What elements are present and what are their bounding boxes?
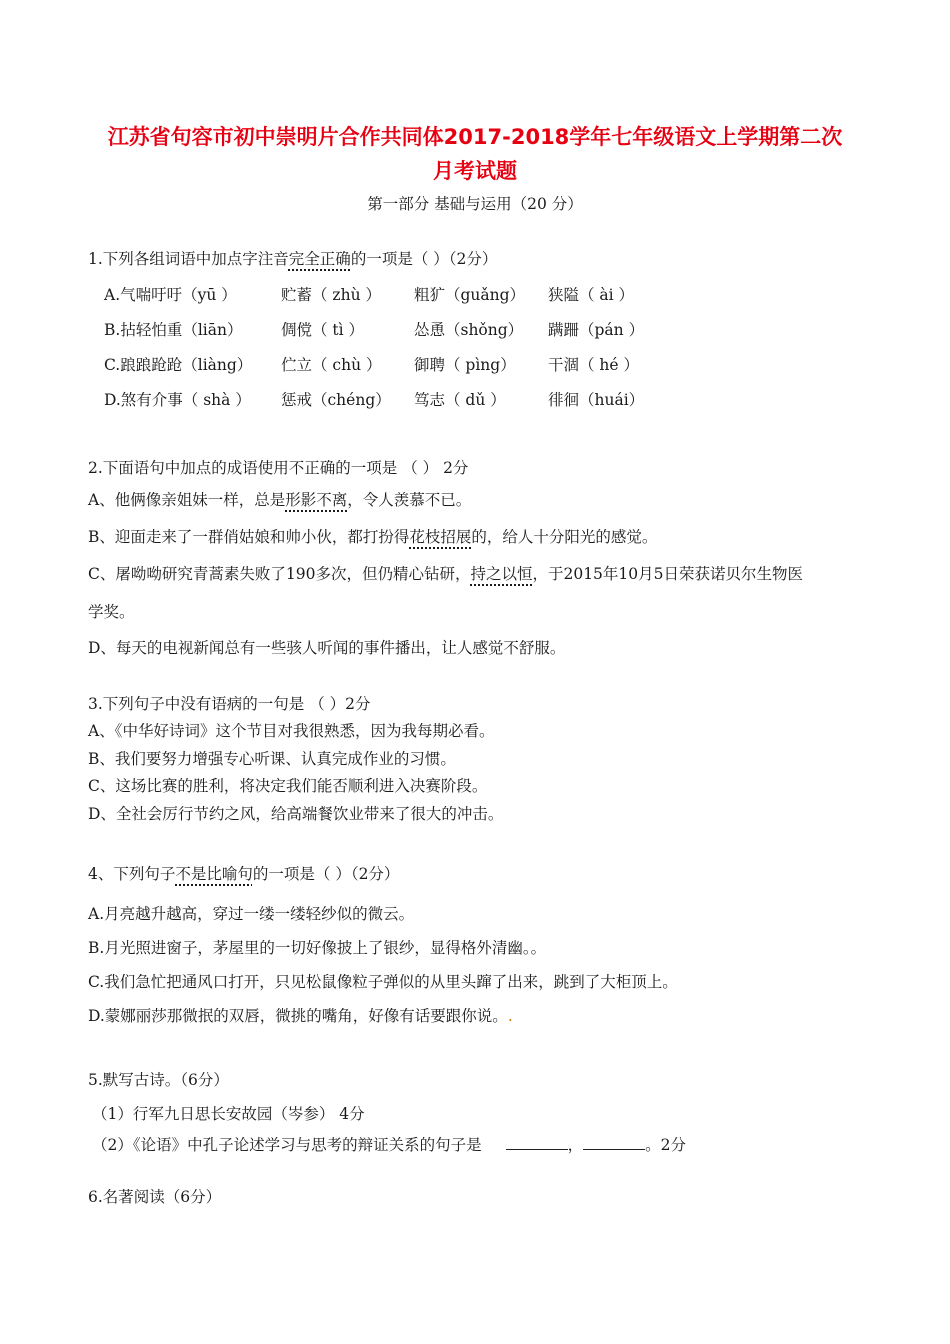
q2-option-a: A、他俩像亲姐妹一样，总是形影不离，令人羡慕不已。 xyxy=(88,491,472,509)
q5-sub-1: （1）行军九日思长安故园（岑参） 4分 xyxy=(92,1105,365,1123)
q1-option-a-1: A.气喘吁吁（yū ） xyxy=(104,286,237,304)
q1-option-d-2: 惩戒（chéng） xyxy=(281,391,391,409)
q1-option-d-1: D.煞有介事（ shà ） xyxy=(104,391,251,409)
answer-blank-1[interactable] xyxy=(506,1135,568,1150)
section-heading: 第一部分 基础与运用（20 分） xyxy=(367,195,583,213)
q2-option-d: D、每天的电视新闻总有一些骇人听闻的事件播出，让人感觉不舒服。 xyxy=(88,639,566,657)
q4-option-c: C.我们急忙把通风口打开，只见松鼠像粒子弹似的从里头蹿了出来，跳到了大柜顶上。 xyxy=(88,973,678,991)
document-title-line1: 江苏省句容市初中崇明片合作共同体2017-2018学年七年级语文上学期第二次 xyxy=(107,125,843,149)
q3-option-a: A、《中华好诗词》这个节目对我很熟悉，因为我每期必看。 xyxy=(88,722,495,740)
q4-option-a: A.月亮越升越高，穿过一缕一缕轻纱似的微云。 xyxy=(88,905,415,923)
q1-option-c-1: C.踉踉跄跄（liàng） xyxy=(104,356,253,374)
q2-option-b: B、迎面走来了一群俏姑娘和帅小伙，都打扮得花枝招展的，给人十分阳光的感觉。 xyxy=(88,528,658,546)
q3-option-b: B、我们要努力增强专心听课、认真完成作业的习惯。 xyxy=(88,750,456,768)
q4-option-d: D.蒙娜丽莎那微抿的双唇，微挑的嘴角，好像有话要跟你说。. xyxy=(88,1007,513,1025)
q1-option-d-4: 徘徊（huái） xyxy=(548,391,645,409)
q5-sub-2: （2）《论语》中孔子论述学习与思考的辩证关系的句子是 ， 。2分 xyxy=(92,1136,687,1154)
q1-option-b-3: 怂恿（shǒng） xyxy=(414,321,524,339)
q3-option-d: D、全社会厉行节约之风，给高端餐饮业带来了很大的冲击。 xyxy=(88,805,504,823)
question-5-stem: 5.默写古诗。（6分） xyxy=(88,1071,229,1089)
q1-option-b-2: 倜傥（ tì ） xyxy=(281,321,365,339)
q1-option-b-1: B.拈轻怕重（liān） xyxy=(104,321,243,339)
q1-option-a-3: 粗犷（guǎng） xyxy=(414,286,526,304)
question-6-stem: 6.名著阅读（6分） xyxy=(88,1188,222,1206)
q1-option-c-4: 干涸（ hé ） xyxy=(548,356,640,374)
q1-option-a-4: 狭隘（ ài ） xyxy=(548,286,635,304)
q4-option-b: B.月光照进窗子，茅屋里的一切好像披上了银纱，显得格外清幽。。 xyxy=(88,939,547,957)
q1-option-b-4: 蹒跚（pán ） xyxy=(548,321,645,339)
q1-option-a-2: 贮蓄（ zhù ） xyxy=(281,286,381,304)
question-1-stem: 1.下列各组词语中加点字注音完全正确的一项是（ ）（2分） xyxy=(88,250,498,268)
document-title-line2: 月考试题 xyxy=(433,159,517,183)
q1-option-c-2: 伫立（ chù ） xyxy=(281,356,382,374)
q2-option-c-continued: 学奖。 xyxy=(88,603,135,621)
question-3-stem: 3.下列句子中没有语病的一句是 （ ）2分 xyxy=(88,695,371,713)
question-2-stem: 2.下面语句中加点的成语使用不正确的一项是 （ ） 2分 xyxy=(88,459,469,477)
q1-option-c-3: 御聘（ pìng） xyxy=(414,356,516,374)
q1-option-d-3: 笃志（ dǔ ） xyxy=(414,391,506,409)
question-4-stem: 4、下列句子不是比喻句的一项是（ ）（2分） xyxy=(88,865,400,883)
q2-option-c: C、屠呦呦研究青蒿素失败了190多次，但仍精心钻研，持之以恒，于2015年10月5日荣获诺贝尔生物医 xyxy=(88,565,804,583)
q3-option-c: C、这场比赛的胜利，将决定我们能否顺利进入决赛阶段。 xyxy=(88,777,488,795)
answer-blank-2[interactable] xyxy=(583,1135,645,1150)
